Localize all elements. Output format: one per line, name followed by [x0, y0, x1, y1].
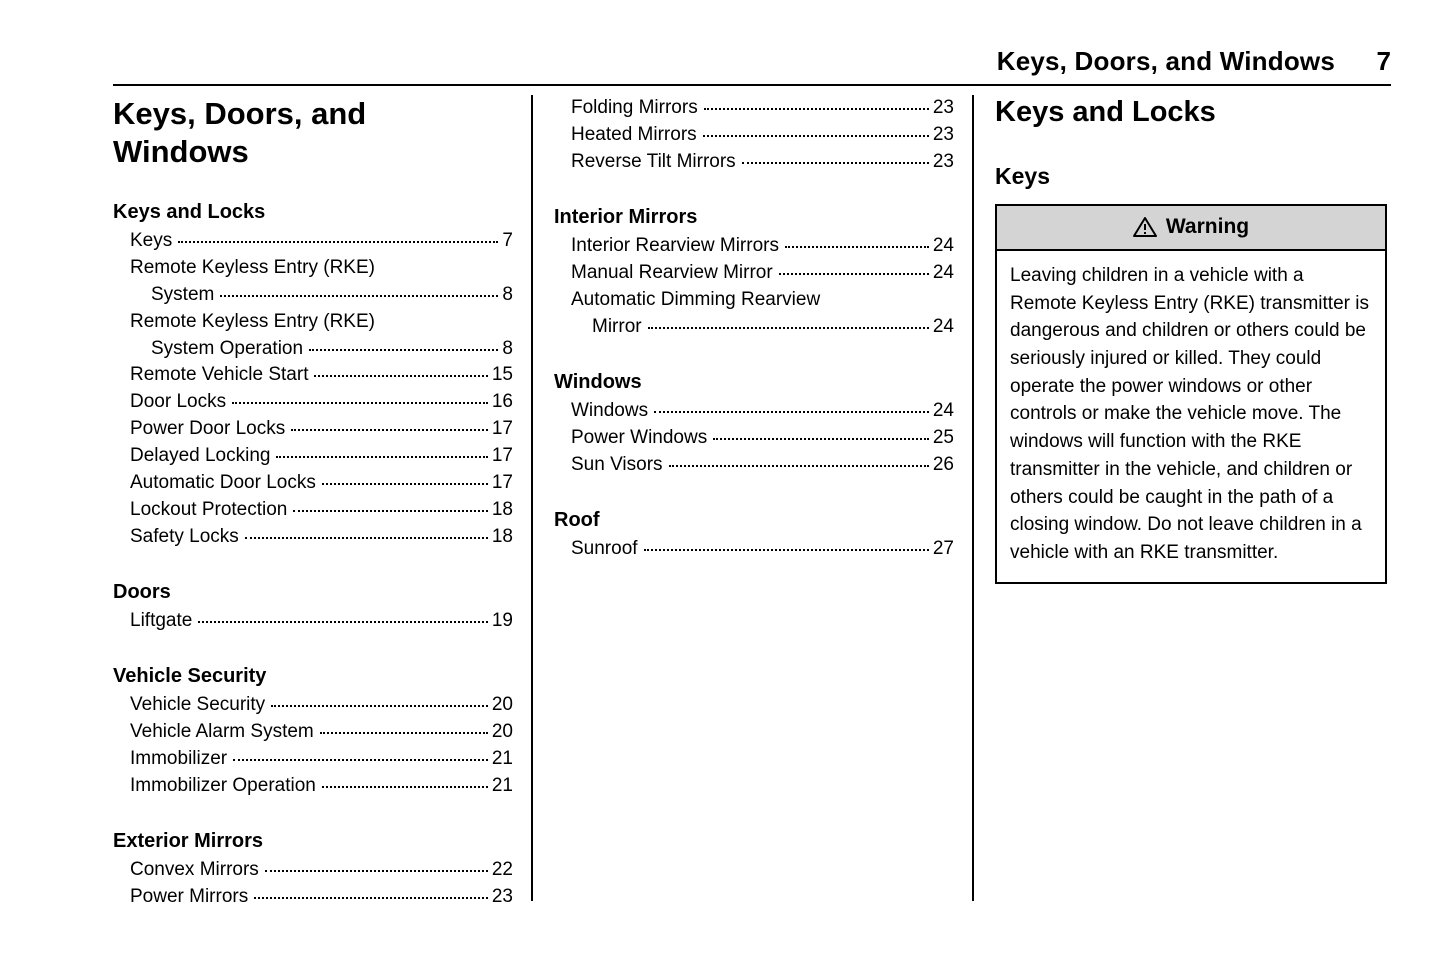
- toc-entry-label: Windows: [571, 399, 649, 421]
- toc-entry-label: Remote Vehicle Start: [130, 364, 309, 386]
- toc-entry-label: Reverse Tilt Mirrors: [571, 150, 736, 172]
- toc-entry[interactable]: [113, 746, 513, 773]
- toc-leader-dots: [293, 510, 487, 512]
- toc-entry-page: 18: [491, 526, 513, 548]
- toc-entry-page: 22: [491, 859, 513, 881]
- warning-header: [997, 206, 1385, 251]
- toc-leader-dots: [233, 759, 488, 761]
- toc-entry[interactable]: [554, 149, 954, 176]
- toc-entry[interactable]: [113, 884, 513, 911]
- toc-group-heading: Roof: [554, 508, 600, 531]
- toc-leader-dots: [322, 786, 488, 788]
- content-column: [995, 95, 1395, 584]
- toc-leader-dots: [742, 162, 929, 164]
- toc-group: [113, 201, 513, 552]
- toc-leader-dots: [314, 375, 487, 377]
- toc-entry-label: Power Mirrors: [130, 886, 249, 908]
- toc-entry-label: Keys: [130, 229, 173, 251]
- toc-entry[interactable]: [554, 122, 954, 149]
- chapter-title: Keys, Doors, and Windows: [113, 96, 367, 169]
- toc-entry-label: Immobilizer Operation: [130, 775, 316, 797]
- toc-entry-page: 21: [491, 775, 513, 797]
- toc-group-heading: Windows: [554, 370, 642, 393]
- toc-entry-page: 17: [491, 418, 513, 440]
- toc-entry[interactable]: [113, 773, 513, 800]
- header-title: Keys, Doors, and Windows: [996, 46, 1335, 76]
- column-divider-1: [531, 95, 533, 901]
- toc-entry-label: System Operation: [151, 337, 304, 359]
- toc-list: [113, 857, 513, 911]
- warning-box: [995, 204, 1387, 584]
- toc-list: [554, 536, 954, 563]
- toc-entry-label: Heated Mirrors: [571, 123, 697, 145]
- warning-label: Warning: [1165, 214, 1250, 238]
- toc-entry-page: 21: [491, 748, 513, 770]
- toc-entry[interactable]: [113, 282, 513, 309]
- toc-entry[interactable]: [113, 719, 513, 746]
- toc-list: [113, 608, 513, 635]
- toc-entry[interactable]: [113, 255, 513, 282]
- toc-leader-dots: [245, 537, 488, 539]
- toc-entry-page: 24: [932, 261, 954, 283]
- toc-entry[interactable]: [554, 314, 954, 341]
- toc-leader-dots: [322, 483, 488, 485]
- toc-entry[interactable]: [554, 287, 954, 314]
- toc-entry-label: Manual Rearview Mirror: [571, 261, 773, 283]
- toc-entry[interactable]: [113, 443, 513, 470]
- toc-entry-page: 27: [932, 537, 954, 559]
- section-title: Keys and Locks: [995, 96, 1216, 128]
- toc-entry-page: 24: [932, 315, 954, 337]
- toc-entry[interactable]: [113, 228, 513, 255]
- toc-group: [554, 206, 954, 341]
- toc-entry-page: 8: [502, 337, 513, 359]
- toc-group-heading: Interior Mirrors: [554, 205, 698, 228]
- toc-group: [554, 371, 954, 479]
- toc-leader-dots: [654, 411, 929, 413]
- toc-leader-dots: [713, 438, 929, 440]
- toc-group: [554, 95, 954, 176]
- toc-list: [554, 233, 954, 341]
- toc-leader-dots: [220, 295, 498, 297]
- toc-entry[interactable]: [554, 536, 954, 563]
- toc-entry-label: Liftgate: [130, 610, 193, 632]
- toc-leader-dots: [703, 135, 929, 137]
- toc-leader-dots: [291, 429, 488, 431]
- toc-entry[interactable]: [113, 608, 513, 635]
- toc-entry-label: Immobilizer: [130, 748, 228, 770]
- toc-entry[interactable]: [113, 857, 513, 884]
- toc-column-1: [113, 95, 513, 911]
- toc-entry-label: Lockout Protection: [130, 499, 288, 521]
- toc-entry-page: 17: [491, 472, 513, 494]
- toc-entry-page: 23: [932, 150, 954, 172]
- toc-leader-dots: [265, 870, 488, 872]
- toc-entry[interactable]: [113, 470, 513, 497]
- toc-entry[interactable]: [113, 309, 513, 336]
- toc-entry[interactable]: [113, 497, 513, 524]
- toc-entry-label: Delayed Locking: [130, 445, 271, 467]
- warning-triangle-icon: [1133, 216, 1157, 237]
- toc-entry-page: 24: [932, 234, 954, 256]
- toc-entry-page: 24: [932, 399, 954, 421]
- toc-entry-page: 23: [491, 886, 513, 908]
- toc-entry-page: 19: [491, 610, 513, 632]
- toc-entry-page: 26: [932, 453, 954, 475]
- toc-group-heading: Exterior Mirrors: [113, 830, 264, 853]
- toc-leader-dots: [254, 897, 488, 899]
- toc-entry-label: Safety Locks: [130, 526, 239, 548]
- toc-entry-page: 15: [491, 364, 513, 386]
- toc-group: [113, 665, 513, 800]
- toc-entry-page: 20: [491, 721, 513, 743]
- toc-group: [554, 509, 954, 563]
- toc-entry-label: Door Locks: [130, 391, 227, 413]
- toc-leader-dots: [785, 246, 929, 248]
- toc-group-heading: Vehicle Security: [113, 665, 267, 688]
- toc-leader-dots: [648, 327, 929, 329]
- toc-list: [113, 228, 513, 552]
- toc-entry[interactable]: [113, 416, 513, 443]
- toc-entry-label: Interior Rearview Mirrors: [571, 234, 779, 256]
- toc-entry-label: Power Door Locks: [130, 418, 286, 440]
- toc-entry-page: 7: [502, 229, 513, 251]
- toc-entry-page: 8: [502, 283, 513, 305]
- toc-entry-label: System: [151, 283, 215, 305]
- toc-entry[interactable]: [554, 260, 954, 287]
- toc-entry-label: Automatic Door Locks: [130, 472, 316, 494]
- toc-entry-page: 17: [491, 445, 513, 467]
- toc-entry-label: Vehicle Alarm System: [130, 721, 314, 743]
- toc-entry-label: Remote Keyless Entry (RKE): [130, 310, 375, 332]
- header-page-number: 7: [1376, 46, 1391, 76]
- toc-entry-label: Sun Visors: [571, 453, 663, 475]
- toc-leader-dots: [276, 456, 487, 458]
- toc-leader-dots: [271, 705, 488, 707]
- toc-entry[interactable]: [113, 389, 513, 416]
- toc-leader-dots: [704, 108, 929, 110]
- toc-entry[interactable]: [554, 425, 954, 452]
- toc-entry-page: 18: [491, 499, 513, 521]
- warning-text: Leaving children in a vehicle with a Remote Keyless Entry (RKE) transmitter is dangerous and children or others could be seriously injured or killed. They could operate the power windows or other controls or make the vehicle move. The windows will function with the RKE transmitter in the vehicle, and children or others could be caught in the path of a closing window. Do not leave children in a vehicle with an RKE transmitter.: [1010, 264, 1369, 564]
- toc-leader-dots: [198, 621, 488, 623]
- toc-entry[interactable]: [113, 692, 513, 719]
- toc-entry[interactable]: [554, 398, 954, 425]
- toc-leader-dots: [779, 273, 929, 275]
- toc-list: [113, 692, 513, 800]
- toc-leader-dots: [644, 549, 929, 551]
- toc-entry[interactable]: [554, 233, 954, 260]
- page-header: [113, 46, 1391, 77]
- toc-group: [113, 830, 513, 911]
- toc-entry-page: 23: [932, 97, 954, 118]
- toc-entry-page: 16: [491, 391, 513, 413]
- toc-entry-label: Mirror: [592, 315, 642, 337]
- toc-entry-label: Vehicle Security: [130, 694, 266, 716]
- toc-group-heading: Keys and Locks: [113, 200, 266, 223]
- subsection-title: Keys: [995, 162, 1050, 189]
- header-divider: [113, 84, 1391, 86]
- toc-group: [113, 581, 513, 635]
- toc-leader-dots: [309, 349, 498, 351]
- toc-group-heading: Doors: [113, 581, 171, 604]
- toc-entry[interactable]: [554, 95, 954, 122]
- toc-entry-page: 20: [491, 694, 513, 716]
- toc-entry-label: Remote Keyless Entry (RKE): [130, 256, 375, 278]
- toc-entry-page: 25: [932, 426, 954, 448]
- toc-entry-label: Convex Mirrors: [130, 859, 259, 881]
- toc-list: [554, 95, 954, 176]
- toc-leader-dots: [178, 241, 498, 243]
- toc-leader-dots: [320, 732, 488, 734]
- toc-leader-dots: [232, 402, 488, 404]
- toc-entry-label: Power Windows: [571, 426, 708, 448]
- toc-leader-dots: [669, 465, 929, 467]
- toc-entry[interactable]: [113, 336, 513, 363]
- column-divider-2: [972, 95, 974, 901]
- toc-entry-label: Automatic Dimming Rearview: [571, 288, 821, 310]
- toc-entry-page: 23: [932, 123, 954, 145]
- toc-entry[interactable]: [113, 524, 513, 551]
- toc-entry[interactable]: [554, 452, 954, 479]
- toc-list: [554, 398, 954, 479]
- toc-entry-label: Sunroof: [571, 537, 638, 559]
- toc-column-2: [554, 95, 954, 563]
- toc-entry[interactable]: [113, 362, 513, 389]
- toc-entry-label: Folding Mirrors: [571, 97, 698, 118]
